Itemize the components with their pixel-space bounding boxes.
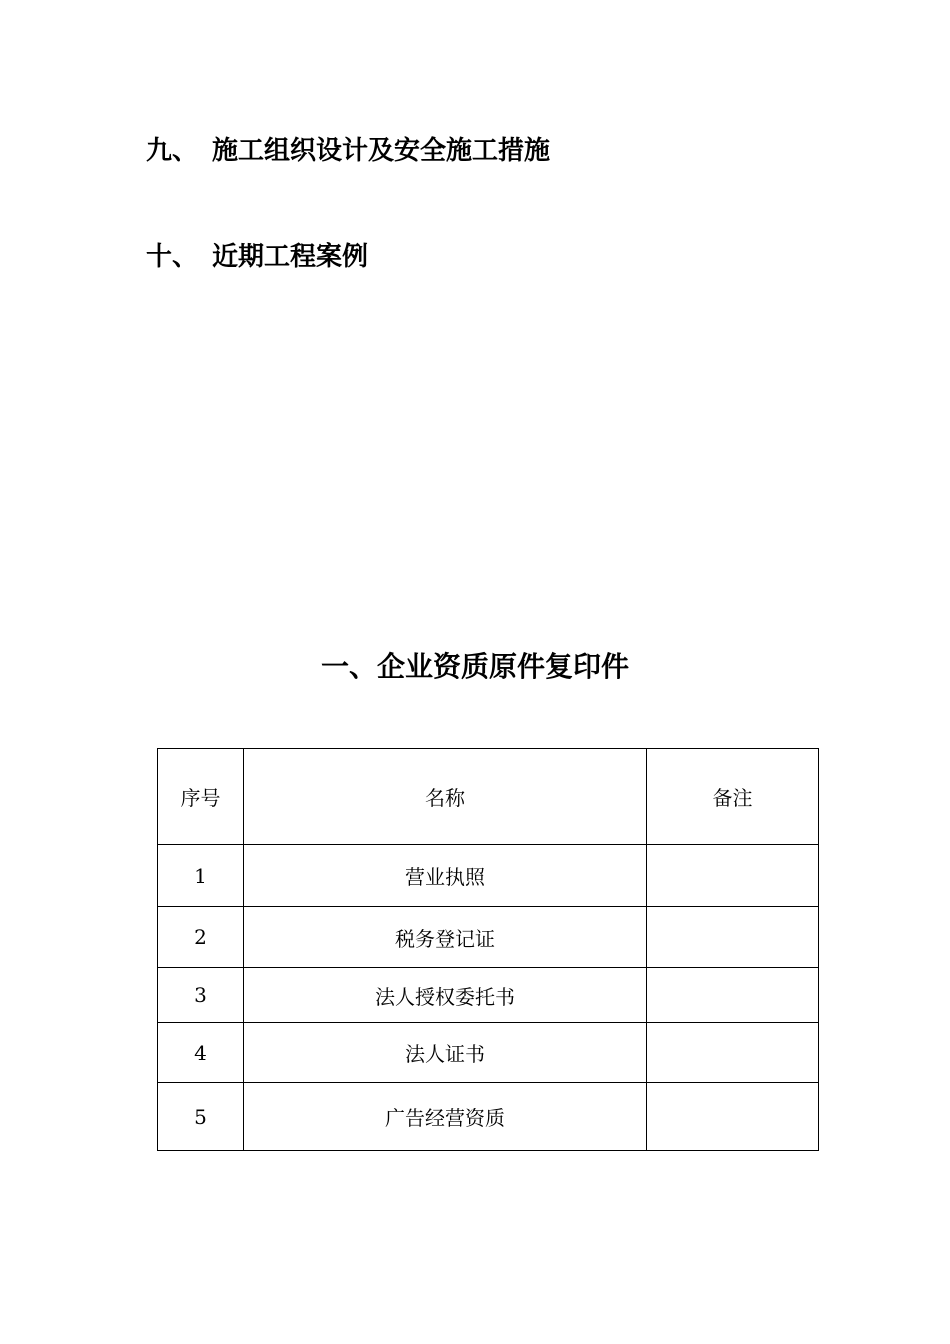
heading-text: 施工组织设计及安全施工措施 [212, 136, 551, 166]
cell-name: 法人授权委托书 [244, 968, 647, 1023]
cell-name: 税务登记证 [244, 907, 647, 968]
heading-text: 近期工程案例 [212, 242, 369, 272]
cell-no: 1 [158, 845, 244, 907]
heading-section-10 [146, 241, 368, 273]
table-row [158, 968, 819, 1023]
cell-name: 广告经营资质 [244, 1083, 647, 1151]
heading-number: 九、 [146, 136, 199, 166]
cell-no: 3 [158, 968, 244, 1023]
cell-note [647, 845, 819, 907]
heading-number: 十、 [146, 242, 199, 272]
cell-no: 5 [158, 1083, 244, 1151]
heading-section-9 [146, 135, 550, 167]
cell-note [647, 907, 819, 968]
table-row [158, 845, 819, 907]
qualification-table [157, 748, 819, 1151]
header-no: 序号 [158, 749, 244, 845]
cell-name: 营业执照 [244, 845, 647, 907]
cell-no: 4 [158, 1023, 244, 1083]
table-row [158, 907, 819, 968]
table-header-row [158, 749, 819, 845]
header-note: 备注 [647, 749, 819, 845]
cell-note [647, 968, 819, 1023]
cell-name: 法人证书 [244, 1023, 647, 1083]
cell-note [647, 1083, 819, 1151]
header-name: 名称 [244, 749, 647, 845]
table-row [158, 1023, 819, 1083]
cell-no: 2 [158, 907, 244, 968]
section-title: 一、企业资质原件复印件 [320, 650, 629, 683]
table-row [158, 1083, 819, 1151]
cell-note [647, 1023, 819, 1083]
